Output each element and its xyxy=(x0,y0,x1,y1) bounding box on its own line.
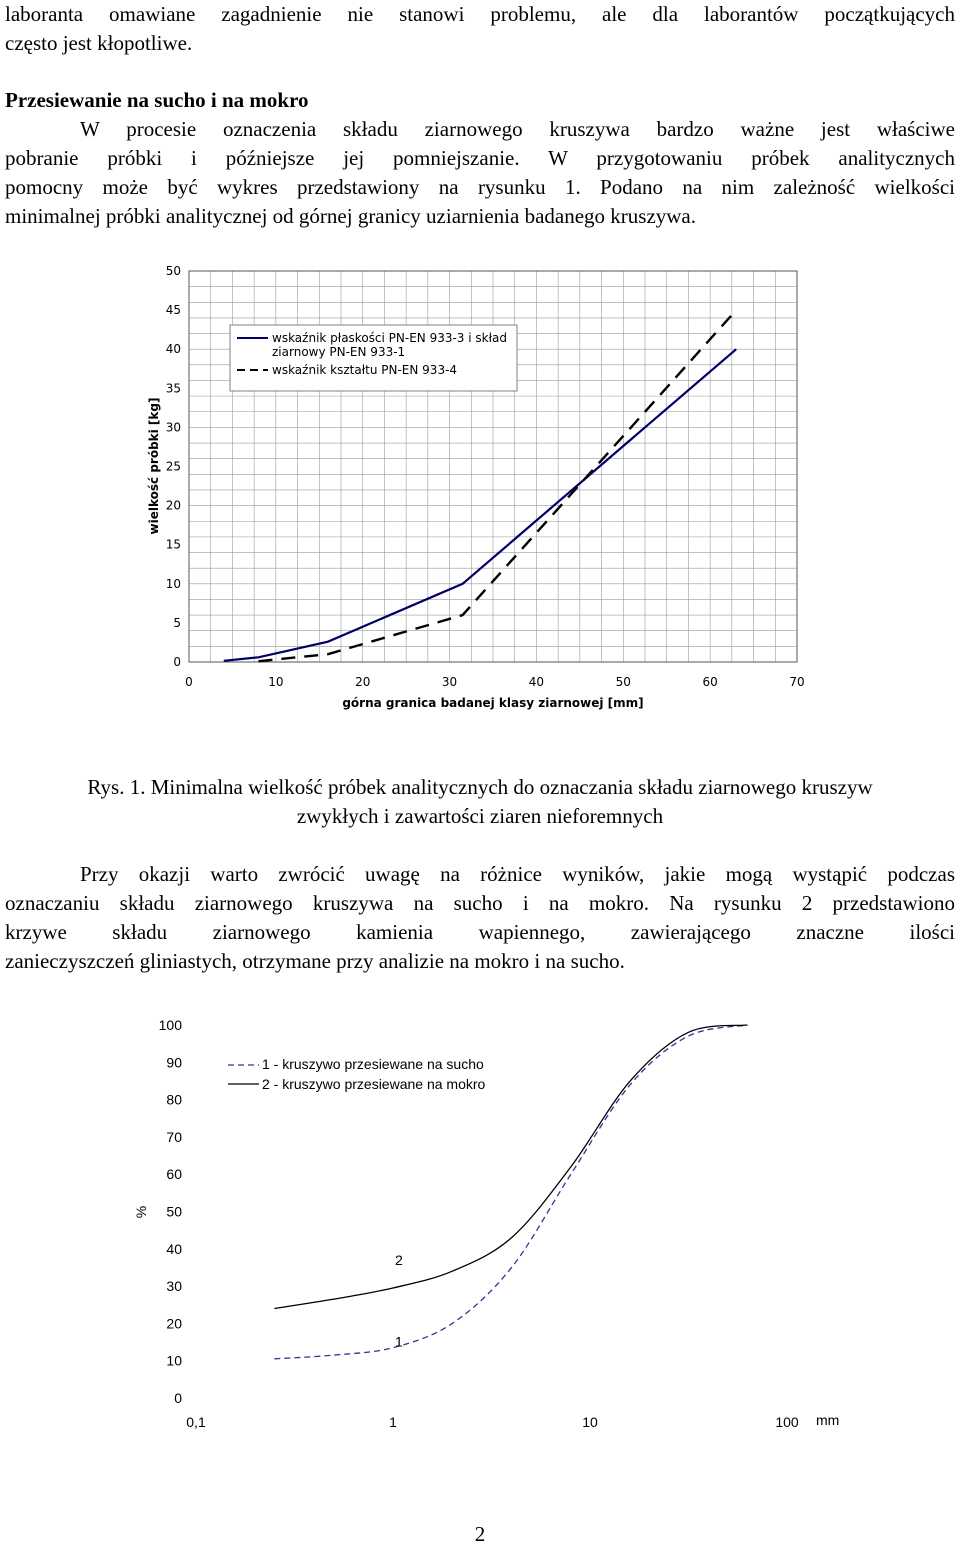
chart1-y-tick-label: 30 xyxy=(165,420,181,435)
chart2-x-tick-label: 0,1 xyxy=(186,1414,206,1430)
chart1-x-tick-label: 60 xyxy=(702,675,718,689)
figure-1-caption-line-1: Rys. 1. Minimalna wielkość próbek analitycznych do oznaczania składu ziarnowego kruszyw xyxy=(87,775,873,799)
chart1-y-tick-label: 20 xyxy=(165,498,181,513)
chart1-x-tick-label: 30 xyxy=(441,675,458,689)
chart1-y-tick-label: 10 xyxy=(165,576,181,591)
chart1-y-tick-label: 35 xyxy=(165,381,181,396)
chart1-y-tick-label: 25 xyxy=(165,459,181,474)
chart1-x-axis-label: górna granica badanej klasy ziarnowej [mm] xyxy=(342,696,644,710)
chart2-y-tick-label: 100 xyxy=(158,1017,182,1033)
chart2-y-tick-label: 90 xyxy=(166,1054,182,1071)
chart2-x-tick-label: 1 xyxy=(389,1414,397,1430)
section-line-2: pobranie próbki i późniejsze jej pomniejszanie. W przygotowaniu próbek analitycznych xyxy=(5,146,955,170)
chart2-legend-label-2: 2 - kruszywo przesiewane na mokro xyxy=(262,1076,486,1092)
chart1-y-tick-label: 5 xyxy=(173,615,181,630)
chart2-y-tick-label: 50 xyxy=(166,1203,182,1220)
chart1-x-tick-label: 10 xyxy=(268,675,284,689)
chart1-legend xyxy=(230,325,517,391)
chart2-y-axis-label: % xyxy=(133,1205,149,1219)
chart2-x-axis-label: mm xyxy=(816,1412,840,1428)
chart2-y-tick-label: 80 xyxy=(166,1091,182,1108)
chart1-legend-label-1b: ziarnowy PN-EN 933-1 xyxy=(272,345,406,359)
chart1-y-tick-label: 40 xyxy=(165,342,181,357)
chart1-y-tick-label: 15 xyxy=(165,537,181,552)
chart1-legend-label-1: wskaźnik płaskości PN-EN 933-3 i skład xyxy=(272,331,507,345)
paragraph2-line-4: zanieczyszczeń gliniastych, otrzymane przy analizie na mokro i na sucho. xyxy=(5,949,625,973)
paragraph-continuation-line-1: laboranta omawiane zagadnienie nie stanowi problemu, ale dla laborantów początkujących xyxy=(5,2,955,26)
chart1-y-tick-label: 0 xyxy=(173,655,181,669)
page-number: 2 xyxy=(474,1522,486,1546)
chart1-x-tick-label: 50 xyxy=(615,675,631,689)
chart2-series-label-1: 1 xyxy=(395,1333,403,1350)
chart-grading-curves xyxy=(0,1005,960,1445)
chart2-y-tick-label: 20 xyxy=(166,1315,182,1332)
chart1-x-tick-label: 40 xyxy=(528,675,545,689)
paragraph2-line-3: krzywe składu ziarnowego kamienia wapiennego, zawierającego znaczne ilości xyxy=(5,920,955,944)
chart1-y-tick-label: 45 xyxy=(165,303,181,318)
paragraph2-line-1: Przy okazji warto zwrócić uwagę na różnice wyników, jakie mogą wystąpić podczas xyxy=(80,862,955,886)
chart1-legend-label-2: wskaźnik kształtu PN-EN 933-4 xyxy=(272,363,458,377)
figure-1-caption-line-2: zwykłych i zawartości ziaren nieforemnych xyxy=(296,804,664,828)
chart1-x-tick-label: 0 xyxy=(185,675,193,689)
section-heading: Przesiewanie na sucho i na mokro xyxy=(5,88,309,112)
chart2-y-tick-label: 40 xyxy=(166,1240,182,1257)
chart1-y-tick-label: 50 xyxy=(165,264,181,278)
chart2-series-label-2: 2 xyxy=(395,1252,403,1269)
chart2-legend xyxy=(228,1056,486,1092)
chart2-y-tick-label: 70 xyxy=(166,1128,182,1145)
paragraph2-line-2: oznaczaniu składu ziarnowego kruszywa na sucho i na mokro. Na rysunku 2 przedstawiono xyxy=(5,891,955,915)
chart2-x-tick-label: 10 xyxy=(582,1414,598,1430)
chart2-x-tick-label: 100 xyxy=(775,1414,799,1430)
chart2-legend-label-1: 1 - kruszywo przesiewane na sucho xyxy=(262,1056,484,1072)
section-line-1: W procesie oznaczenia składu ziarnowego kruszywa bardzo ważne jest właściwe xyxy=(80,117,955,141)
chart1-y-axis-label: wielkość próbki [kg] xyxy=(147,397,161,535)
paragraph-continuation-line-2: często jest kłopotliwe. xyxy=(5,31,193,55)
chart-sample-size xyxy=(0,240,960,740)
chart2-y-tick-label: 0 xyxy=(174,1390,182,1406)
chart1-x-tick-label: 20 xyxy=(355,675,371,689)
section-line-4: minimalnej próbki analitycznej od górnej granicy uziarnienia badanego kruszywa. xyxy=(5,204,697,228)
chart2-y-tick-label: 10 xyxy=(166,1352,182,1369)
chart1-x-tick-label: 70 xyxy=(789,675,805,689)
section-line-3: pomocny może być wykres przedstawiony na rysunku 1. Podano na nim zależność wielkości xyxy=(5,175,955,199)
chart2-y-tick-label: 30 xyxy=(166,1278,182,1295)
chart2-y-tick-label: 60 xyxy=(166,1166,182,1183)
